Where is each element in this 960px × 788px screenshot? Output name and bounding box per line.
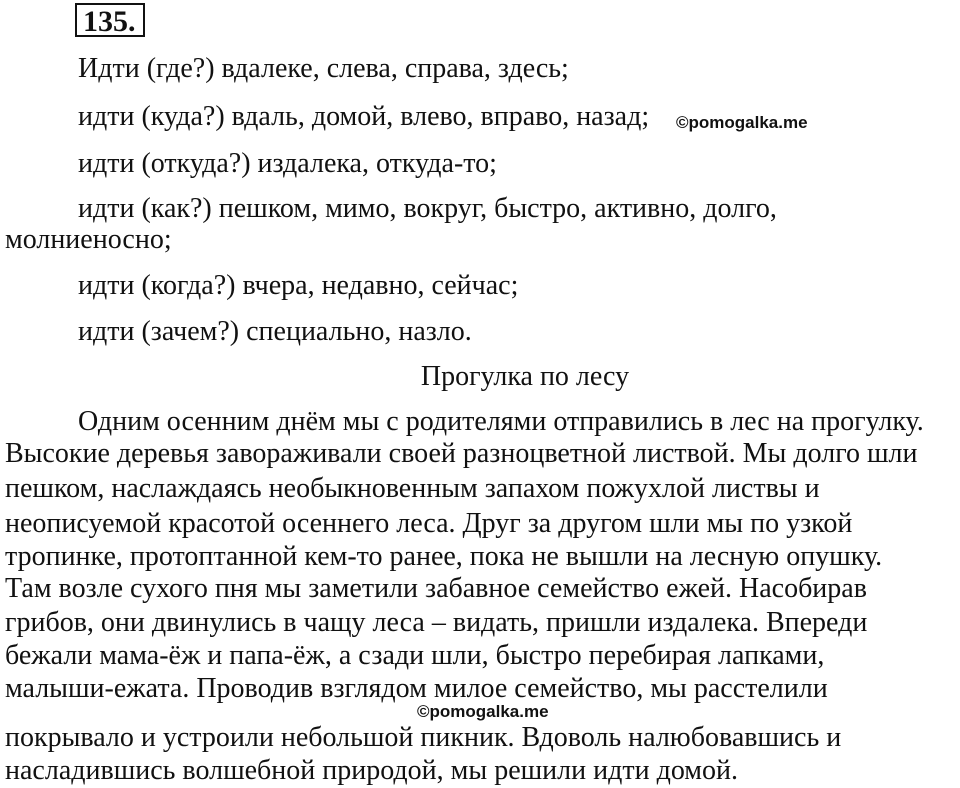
answer-line: идти (как?) пешком, мимо, вокруг, быстро, активно, долго,	[78, 193, 777, 224]
answer-line: идти (когда?) вчера, недавно, сейчас;	[78, 270, 519, 301]
essay-line: бежали мама-ёж и папа-ёж, а сзади шли, быстро перебирая лапками,	[5, 640, 825, 671]
essay-line: Одним осенним днём мы с родителями отправились в лес на прогулку.	[78, 406, 924, 437]
essay-line: Высокие деревья завораживали своей разноцветной листвой. Мы долго шли	[5, 438, 918, 469]
essay-line: покрывало и устроили небольшой пикник. Вдоволь налюбовавшись и	[5, 722, 842, 753]
essay-line: грибов, они двинулись в чащу леса – видать, пришли издалека. Впереди	[5, 607, 868, 638]
answer-line: идти (откуда?) издалека, откуда-то;	[78, 148, 497, 179]
answer-line: молниеносно;	[5, 224, 172, 255]
essay-line: пешком, наслаждаясь необыкновенным запахом пожухлой листвы и	[5, 473, 820, 504]
answer-line: идти (зачем?) специально, назло.	[78, 316, 472, 347]
answer-line: Идти (где?) вдалеке, слева, справа, здесь;	[78, 53, 569, 84]
essay-line: насладившись волшебной природой, мы решили идти домой.	[5, 755, 738, 786]
exercise-number: 135.	[75, 3, 145, 37]
watermark: ©pomogalka.me	[417, 702, 549, 721]
watermark: ©pomogalka.me	[676, 113, 808, 132]
answer-line: идти (куда?) вдаль, домой, влево, вправо, назад;	[78, 101, 650, 132]
essay-line: тропинке, протоптанной кем-то ранее, пока не вышли на лесную опушку.	[5, 541, 883, 572]
essay-title: Прогулка по лесу	[420, 361, 630, 392]
essay-line: малыши-ежата. Проводив взглядом милое семейство, мы расстелили	[5, 673, 828, 704]
essay-line: Там возле сухого пня мы заметили забавное семейство ежей. Насобирав	[5, 573, 867, 604]
essay-line: неописуемой красотой осеннего леса. Друг за другом шли мы по узкой	[5, 508, 853, 539]
